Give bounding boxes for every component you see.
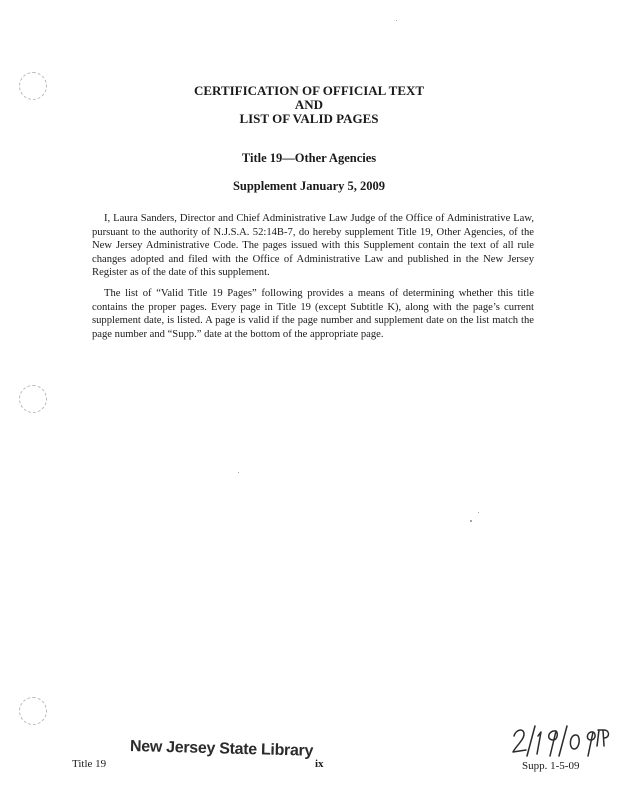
handwritten-date-annotation <box>510 718 610 762</box>
scan-speck <box>478 512 479 513</box>
certification-paragraph: I, Laura Sanders, Director and Chief Administrative Law Judge of the Office of Administrative Law, pursuant to the authority of N.J.S.A. 52:14B-7, do hereby supplement Title 19, Other Agencies, of the New Jersey Administrative Code. The pages issued with this Supplement contain the text of all rule changes adopted and filed with the Office of Administrative Law and published in the New Jersey Register as of the date of this supplement. <box>92 213 534 279</box>
title-line: Title 19—Other Agencies <box>241 151 377 165</box>
valid-pages-paragraph: The list of “Valid Title 19 Pages” following provides a means of determining whether this title contains the proper pages. Every page in Title 19 (except Subtitle K), along with the page’s current supplement date, is listed. A page is valid if the page number and supplement date on the list match the page number and “Supp.” date at the bottom of the appropriate page. <box>92 288 534 340</box>
page-number: ix <box>315 758 324 770</box>
heading-line-2: AND <box>294 97 324 112</box>
heading-line-1: CERTIFICATION OF OFFICIAL TEXT <box>193 83 425 98</box>
library-stamp: New Jersey State Library <box>129 738 314 760</box>
scan-speck <box>470 520 472 522</box>
scan-speck <box>396 20 397 21</box>
scan-speck <box>238 472 239 473</box>
footer-supplement: Supp. 1-5-09 <box>522 760 580 772</box>
footer-title: Title 19 <box>72 758 107 770</box>
punch-hole-bottom <box>19 697 47 725</box>
punch-hole-middle <box>19 385 47 413</box>
heading-line-3: LIST OF VALID PAGES <box>239 111 379 126</box>
supplement-date: Supplement January 5, 2009 <box>232 179 386 193</box>
